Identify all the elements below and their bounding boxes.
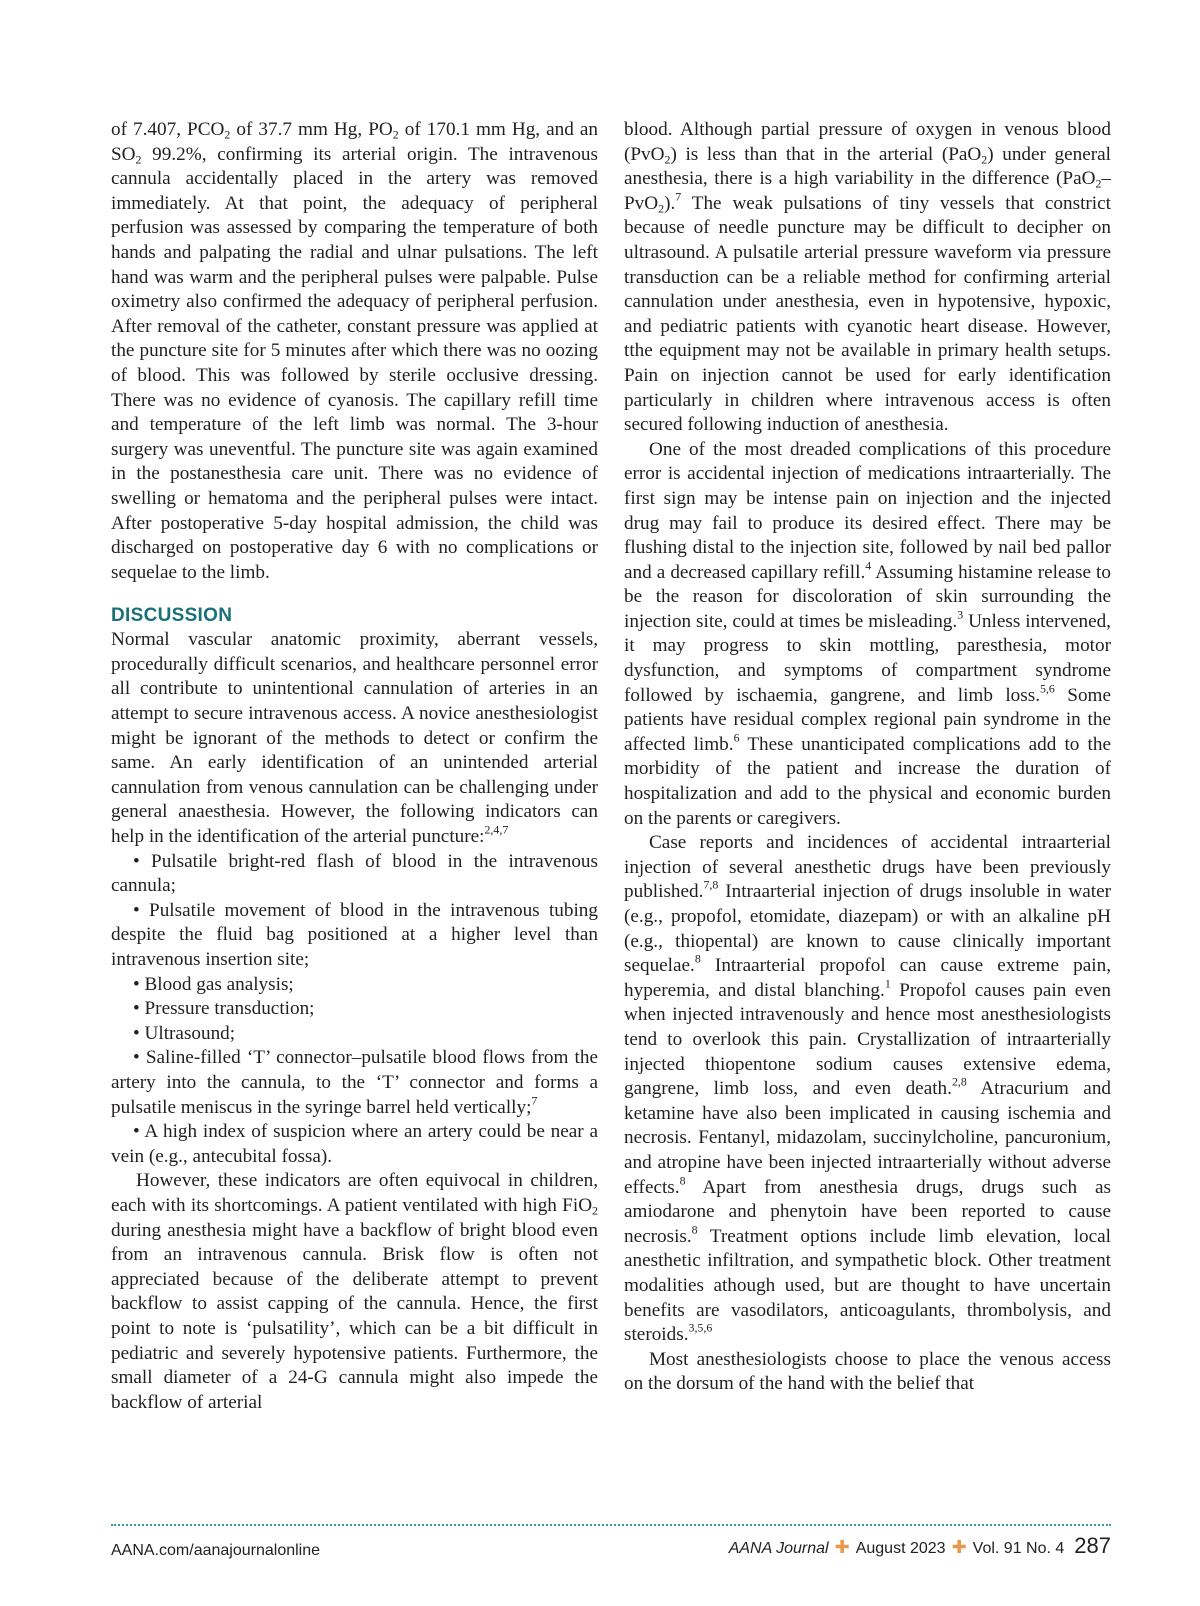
paragraph-indicators-equivocal: However, these indicators are often equivocal in children, each with its shortcomings. A patient ventilated with high FiO$_2$ during anesthesia might have a backflow of bright blood even from an intravenous cannula. Brisk flow is often not appreciated because of the deliberate attempt to prevent backflow to assist capping of the cannula. Hence, the first point to note is ‘pulsatility’, which can be a bit difficult in pediatric and severely hypotensive patients. Furthermore, the small diameter of a 24-G cannula might also impede the backflow of arterial: [111, 1170, 598, 1413]
volume-issue: Vol. 91 No. 4: [972, 1540, 1065, 1557]
journal-name: AANA Journal: [728, 1540, 829, 1557]
issue-date: August 2023: [855, 1540, 946, 1557]
bullet-item: • Ultrasound;: [133, 1022, 236, 1044]
paragraph-venous-blood: blood. Although partial pressure of oxygen in venous blood (PvO$_2$) is less than that in the arterial (PaO$_2$) under general anesthesia, there is a high variability in the difference (PaO$_2$–PvO$_2$).$^7$ The weak pulsations of tiny vessels that constrict because of needle puncture may be difficult to decipher on ultrasound. A pulsatile arterial pressure waveform via pressure transduction can be a reliable method for confirming arterial cannulation under anesthesia, even in hypotensive, hypoxic, and pediatric patients with cyanotic heart disease. However, tthe equipment may not be available in primary health setups. Pain on injection cannot be used for early identification particularly in children where intravenous access is often secured following induction of anesthesia.: [624, 119, 1111, 436]
paragraph-discussion-intro: Normal vascular anatomic proximity, aberrant vessels, procedurally difficult scenarios, and healthcare personnel error all contribute to unintentional cannulation of arteries in an attempt to secure intravenous access. A novice anesthesiologist might be ignorant of the methods to detect or confirm the same. An early identification of an unintended arterial cannulation from venous cannulation can be challenging under general anaesthesia. However, the following indicators can help in the identification of the arterial puncture:$^{2,4,7}$: [111, 629, 598, 848]
bullet-item: • Pressure transduction;: [133, 998, 315, 1020]
bullet-item: • Pulsatile bright-red flash of blood in the intravenous cannula;: [111, 850, 598, 897]
bullet-item: • Saline-filled ‘T’ connector–pulsatile blood flows from the artery into the cannula, to the ‘T’ connector and forms a pulsatile meniscus in the syringe barrel held vertically;$^7$: [111, 1047, 598, 1118]
bullet-item: • Blood gas analysis;: [133, 973, 294, 995]
plus-separator-icon: ✚: [834, 1537, 850, 1557]
right-column: [624, 118, 1111, 1397]
footer-citation: [729, 1533, 1111, 1559]
paragraph-venous-access: Most anesthesiologists choose to place the venous access on the dorsum of the hand with the belief that: [624, 1348, 1111, 1395]
footer-website-link[interactable]: AANA.com/aanajournalonline: [111, 1542, 321, 1559]
plus-separator-icon: ✚: [951, 1537, 967, 1557]
bullet-item: • Pulsatile movement of blood in the intravenous tubing despite the fluid bag positioned at a higher level than intravenous insertion site;: [111, 899, 598, 970]
paragraph-complications: One of the most dreaded complications of this procedure error is accidental injection of medications intraarterially. The first sign may be intense pain on injection and the injected drug may fail to produce its desired effect. There may be flushing distal to the injection site, followed by nail bed pallor and a decreased capillary refill.$^4$ Assuming histamine release to be the reason for discoloration of skin surrounding the injection site, could at times be misleading.$^3$ Unless intervened, it may progress to skin mottling, paresthesia, motor dysfunction, and symptoms of compartment syndrome followed by ischaemia, gangrene, and limb loss.$^{5,6}$ Some patients have residual complex regional pain syndrome in the affected limb.$^6$ These unanticipated complications add to the morbidity of the patient and increase the duration of hospitalization and add to the physical and economic burden on the parents or caregivers.: [624, 438, 1111, 829]
bullet-item: • A high index of suspicion where an artery could be near a vein (e.g., antecubital fossa).: [111, 1121, 598, 1167]
page-number: 287: [1074, 1533, 1111, 1558]
paragraph-case-reports: Case reports and incidences of accidental intraarterial injection of several anesthetic drugs have been previously published.$^{7,8}$ Intraarterial injection of drugs insoluble in water (e.g., propofol, etomidate, diazepam) or with an alkaline pH (e.g., thiopental) are known to cause clinically important sequelae.$^8$ Intraarterial propofol can cause extreme pain, hyperemia, and distal blanching.$^1$ Propofol causes pain even when injected intravenously and hence most anesthesiologists tend to overlook this pain. Crystallization of intraarterially injected thiopentone sodium causes extensive edema, gangrene, limb loss, and even death.$^{2,8}$ Atracurium and ketamine have also been implicated in causing ischemia and necrosis. Fentanyl, midazolam, succinylcholine, pancuronium, and atropine have been injected intraarterially without adverse effects.$^8$ Apart from anesthesia drugs, drugs such as amiodarone and phenytoin have been reported to cause necrosis.$^8$ Treatment options include limb elevation, local anesthetic infiltration, and sympathetic block. Other treatment modalities athough used, but are thought to have uncertain benefits are vasodilators, anticoagulants, thrombolysis, and steroids.$^{3,5,6}$: [624, 832, 1112, 1346]
section-heading-discussion: DISCUSSION: [111, 605, 233, 627]
paragraph-case-conclusion: of 7.407, $PCO_2$ of 37.7 mm Hg, $PO_2$ of 170.1 mm Hg, and an $SO_2$ 99.2%, confirming its arterial origin. The intravenous cannula accidentally placed in the artery was removed immediately. At that point, the adequacy of peripheral perfusion was assessed by comparing the temperature of both hands and palpating the radial and ulnar pulsations. The left hand was warm and the peripheral pulses were palpable. Pulse oximetry also confirmed the adequacy of peripheral perfusion. After removal of the catheter, constant pressure was applied at the puncture site for 5 minutes after which there was no oozing of blood. This was followed by sterile occlusive dressing. There was no evidence of cyanosis. The capillary refill time and temperature of the left limb was normal. The 3-hour surgery was uneventful. The puncture site was again examined in the postanesthesia care unit. There was no evidence of swelling or hematoma and the peripheral pulses were intact. After postoperative 5-day hospital admission, the child was discharged on postoperative day 6 with no complications or sequelae to the limb.: [111, 119, 599, 583]
footer-divider: [111, 1524, 1111, 1526]
left-column: [111, 118, 598, 1415]
